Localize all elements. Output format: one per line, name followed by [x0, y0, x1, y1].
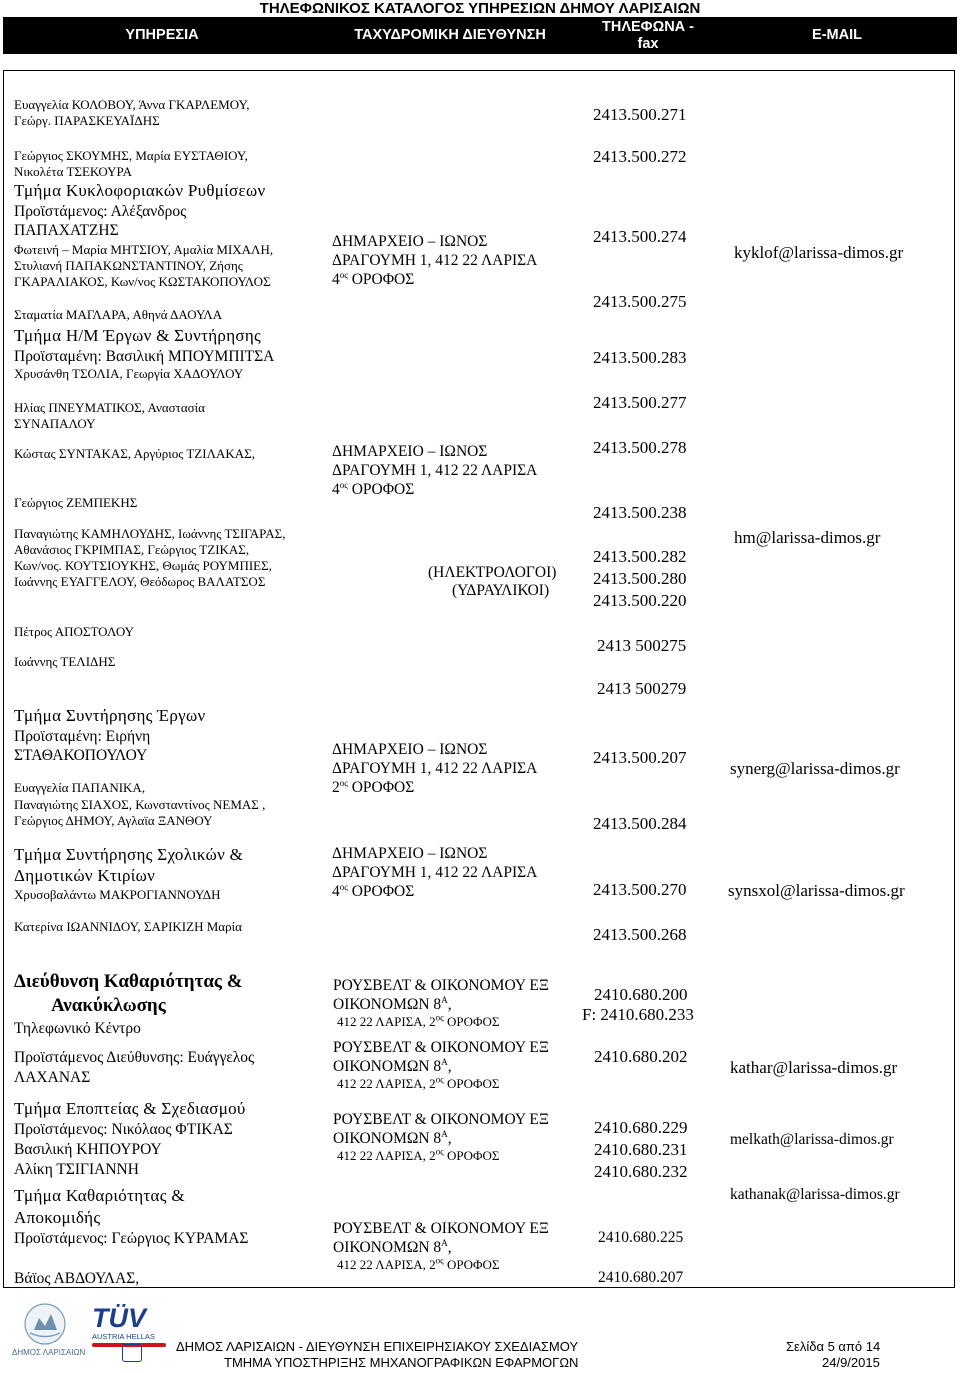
department-heading: Τμήμα Η/Μ Έργων & Συντήρησης [14, 326, 262, 345]
footer-department: ΔΗΜΟΣ ΛΑΡΙΣΑΙΩΝ - ΔΙΕΥΘΥΝΣΗ ΕΠΙΧΕΙΡΗΣΙΑΚΟΥ ΣΧΕΔΙΑΣΜΟΥ [176, 1339, 579, 1354]
tuv-logo-text: TÜV [92, 1303, 146, 1333]
phone-number: 2413 500275 [597, 636, 687, 655]
department-heading: Τμήμα Συντήρησης Σχολικών & [14, 845, 244, 864]
page-title: ΤΗΛΕΦΩΝΙΚΟΣ ΚΑΤΑΛΟΓΟΣ ΥΠΗΡΕΣΙΩΝ ΔΗΜΟΥ ΛΑΡΙΣΑΙΩΝ [259, 0, 701, 17]
address-line: 412 22 ΛΑΡΙΣΑ, $2^{o\varsigma}$ ΟΡΟΦΟΣ [337, 1255, 500, 1272]
address-line: ΡΟΥΣΒΕΛΤ & ΟΙΚΟΝΟΜΟΥ ΕΞ [333, 1111, 549, 1128]
staff-names: Σταματία ΜΑΓΛΑΡΑ, Αθηνά ΔΑΟΥΛΑ [14, 307, 223, 322]
staff-names: Χρυσάνθη ΤΣΟΛΙΑ, Γεωργία ΧΑΔΟΥΛΟΥ [14, 366, 244, 381]
staff-names: Βάϊος ΑΒΔΟΥΛΑΣ, [14, 1270, 140, 1287]
staff-names: Κατερίνα ΙΩΑΝΝΙΔΟΥ, ΣΑΡΙΚΙΖΗ Μαρία [14, 919, 242, 934]
directorate-heading: Διεύθυνση Καθαριότητας & [14, 971, 243, 992]
address-line: ΔΗΜΑΡΧΕΙΟ – ΙΩΝΟΣ [332, 845, 488, 862]
phone-number: 2413.500.282 [593, 547, 687, 566]
phone-number: 2413.500.207 [593, 748, 687, 767]
manager-name: ΠΑΠΑΧΑΤΖΗΣ [14, 222, 119, 239]
staff-names: Ευαγγελία ΚΟΛΟΒΟΥ, Άννα ΓΚΑΡΛΕΜΟΥ, [14, 97, 250, 112]
staff-names: Πέτρος ΑΠΟΣΤΟΛΟΥ [14, 624, 134, 639]
phone-number: 2413.500.271 [593, 105, 687, 124]
staff-names: Στυλιανή ΠΑΠΑΚΩΝΣΤΑΝΤΙΝΟΥ, Ζήσης [14, 258, 243, 273]
phone-number: 2413.500.220 [593, 591, 687, 610]
address-line: ΔΡΑΓΟΥΜΗ 1, 412 22 ΛΑΡΙΣΑ [332, 462, 538, 479]
footer-subdepartment: ΤΜΗΜΑ ΥΠΟΣΤΗΡΙΞΗΣ ΜΗΧΑΝΟΓΡΑΦΙΚΩΝ ΕΦΑΡΜΟΓΩΝ [224, 1355, 579, 1370]
department-heading: Τμήμα Συντήρησης Έργων [14, 706, 206, 725]
staff-names: Γεώργ. ΠΑΡΑΣΚΕΥΑΪΔΗΣ [14, 113, 160, 128]
staff-names: Παναγιώτης ΣΙΑΧΟΣ, Κωνσταντίνος ΝΕΜΑΣ , [14, 797, 266, 812]
staff-names: Νικολέτα ΤΣΕΚΟΥΡΑ [14, 164, 132, 179]
phone-number: 2410.680.231 [594, 1140, 688, 1159]
manager-name: Προϊστάμενος: Νικόλαος ΦΤΙΚΑΣ [14, 1121, 233, 1138]
address-line: ΡΟΥΣΒΕΛΤ & ΟΙΚΟΝΟΜΟΥ ΕΞ [333, 977, 549, 994]
manager-name: ΣΤΑΘΑΚΟΠΟΥΛΟΥ [14, 747, 148, 764]
phone-number: 2410.680.207 [598, 1269, 684, 1286]
tuv-logo-subtext: AUSTRIA HELLAS [92, 1332, 155, 1341]
phone-number: 2410.680.232 [594, 1162, 688, 1181]
phone-number: 2413.500.280 [593, 569, 687, 588]
staff-names: ΣΥΝΑΠΑΛΟΥ [14, 416, 96, 431]
switchboard-label: Τηλεφωνικό Κέντρο [14, 1020, 141, 1037]
dimos-logo-text: ΔΗΜΟΣ ΛΑΡΙΣΑΙΩΝ [12, 1348, 86, 1357]
manager-name: Προϊστάμενος: Γεώργιος ΚΥΡΑΜΑΣ [14, 1230, 249, 1247]
column-header-service: ΥΠΗΡΕΣΙΑ [125, 27, 199, 43]
department-heading: Αποκομιδής [14, 1208, 101, 1227]
address-line: ΔΗΜΑΡΧΕΙΟ – ΙΩΝΟΣ [332, 741, 488, 758]
fax-number: F: 2410.680.233 [582, 1005, 694, 1024]
staff-names: Γεώργιος ΔΗΜΟΥ, Αγλαϊα ΞΑΝΘΟΥ [14, 813, 213, 828]
address-line: ΡΟΥΣΒΕΛΤ & ΟΙΚΟΝΟΜΟΥ ΕΞ [333, 1220, 549, 1237]
address-floor: $4^{o\varsigma}$ ΟΡΟΦΟΣ [332, 269, 415, 288]
staff-names: ΓΚΑΡΑΛΙΑΚΟΣ, Κων/νος ΚΩΣΤΑΚΟΠΟΥΛΟΣ [14, 274, 271, 289]
staff-names: Κων/νος. ΚΟΥΤΣΙΟΥΚΗΣ, Θωμάς ΡΟΥΜΠΙΕΣ, [14, 558, 272, 573]
column-header-address: ΤΑΧΥΔΡΟΜΙΚΗ ΔΙΕΥΘΥΝΣΗ [354, 27, 546, 43]
phone-number: 2413.500.283 [593, 348, 687, 367]
phone-number: 2413.500.275 [593, 292, 687, 311]
tuv-logo-seal [122, 1344, 142, 1362]
staff-names: Ηλίας ΠΝΕΥΜΑΤΙΚΟΣ, Αναστασία [14, 400, 205, 415]
email-link[interactable]: hm@larissa-dimos.gr [734, 528, 881, 547]
phone-number: 2410.680.229 [594, 1118, 688, 1137]
phone-number: 2413.500.268 [593, 925, 687, 944]
department-heading: Τμήμα Εποπτείας & Σχεδιασμού [14, 1099, 246, 1118]
staff-names: Παναγιώτης ΚΑΜΗΛΟΥΔΗΣ, Ιωάννης ΤΣΙΓΑΡΑΣ, [14, 526, 286, 541]
column-header-bar [3, 17, 957, 54]
address-floor: $4^{o\varsigma}$ ΟΡΟΦΟΣ [332, 479, 415, 498]
phone-number: 2413.500.284 [593, 814, 687, 833]
phone-number: 2413.500.272 [593, 147, 687, 166]
address-line: ΔΡΑΓΟΥΜΗ 1, 412 22 ΛΑΡΙΣΑ [332, 252, 538, 269]
director-name: Προϊστάμενος Διεύθυνσης: Ευάγγελος [14, 1049, 255, 1066]
phone-number: 2410.680.200 [594, 985, 688, 1004]
staff-names: Ιωάννης ΤΕΛΙΔΗΣ [14, 654, 116, 669]
column-header-phone: ΤΗΛΕΦΩΝΑ - fax [602, 18, 694, 52]
phone-number: 2410.680.225 [598, 1229, 684, 1246]
footer-date: 24/9/2015 [822, 1355, 880, 1370]
phone-number: 2413.500.238 [593, 503, 687, 522]
address-floor: $4^{o\varsigma}$ ΟΡΟΦΟΣ [332, 881, 415, 900]
department-heading: Τμήμα Καθαριότητας & [14, 1186, 185, 1205]
address-line: 412 22 ΛΑΡΙΣΑ, $2^{o\varsigma}$ ΟΡΟΦΟΣ [337, 1012, 500, 1029]
staff-names: Κώστας ΣΥΝΤΑΚΑΣ, Αργύριος ΤΖΙΛΑΚΑΣ, [14, 446, 255, 461]
address-line: ΔΗΜΑΡΧΕΙΟ – ΙΩΝΟΣ [332, 233, 488, 250]
manager-name: Προϊστάμενος: Αλέξανδρος [14, 203, 187, 220]
staff-names: Αθανάσιος ΓΚΡΙΜΠΑΣ, Γεώργιος ΤΖΙΚΑΣ, [14, 542, 250, 557]
department-heading: Τμήμα Κυκλοφοριακών Ρυθμίσεων [14, 181, 266, 200]
address-line: ΔΡΑΓΟΥΜΗ 1, 412 22 ΛΑΡΙΣΑ [332, 760, 538, 777]
address-line: ΡΟΥΣΒΕΛΤ & ΟΙΚΟΝΟΜΟΥ ΕΞ [333, 1039, 549, 1056]
address-line: ΔΡΑΓΟΥΜΗ 1, 412 22 ΛΑΡΙΣΑ [332, 864, 538, 881]
tuv-logo [92, 1304, 170, 1362]
phone-number: 2413.500.270 [593, 880, 687, 899]
address-floor: $2^{o\varsigma}$ ΟΡΟΦΟΣ [332, 777, 415, 796]
address-line: ΟΙΚΟΝΟΜΩΝ $8^A$, [333, 1056, 452, 1075]
email-link[interactable]: kathar@larissa-dimos.gr [730, 1058, 898, 1077]
phone-number: 2410.680.202 [594, 1047, 688, 1066]
staff-names: Γεώργιος ΣΚΟΥΜΗΣ, Μαρία ΕΥΣΤΑΘΙΟΥ, [14, 148, 248, 163]
email-link[interactable]: synerg@larissa-dimos.gr [730, 759, 900, 778]
address-line: 412 22 ΛΑΡΙΣΑ, $2^{o\varsigma}$ ΟΡΟΦΟΣ [337, 1074, 500, 1091]
department-heading: Δημοτικών Κτιρίων [14, 866, 156, 885]
dimos-logo [12, 1300, 90, 1362]
address-line: 412 22 ΛΑΡΙΣΑ, $2^{o\varsigma}$ ΟΡΟΦΟΣ [337, 1146, 500, 1163]
directorate-heading: Ανακύκλωσης [51, 995, 166, 1016]
email-link[interactable]: synsxol@larissa-dimos.gr [728, 881, 905, 900]
address-note: (ΥΔΡΑΥΛΙΚΟΙ) [452, 582, 550, 599]
column-header-email: E-MAIL [812, 27, 862, 43]
manager-name: Προϊσταμένη: Βασιλική ΜΠΟΥΜΠΙΤΣΑ [14, 348, 275, 365]
address-line: ΔΗΜΑΡΧΕΙΟ – ΙΩΝΟΣ [332, 443, 488, 460]
phone-number: 2413.500.277 [593, 393, 687, 412]
manager-name: Προϊσταμένη: Ειρήνη [14, 728, 151, 745]
address-line: ΟΙΚΟΝΟΜΩΝ $8^A$, [333, 1237, 452, 1256]
staff-names: Αλίκη ΤΣΙΓΙΑΝΝΗ [14, 1161, 139, 1178]
staff-names: Βασιλική ΚΗΠΟΥΡΟΥ [14, 1141, 162, 1158]
staff-names: Χρυσοβαλάντω ΜΑΚΡΟΓΙΑΝΝΟΥΔΗ [14, 887, 221, 902]
email-link[interactable]: melkath@larissa-dimos.gr [730, 1131, 894, 1148]
staff-names: Φωτεινή – Μαρία ΜΗΤΣΙΟΥ, Αμαλία ΜΙΧΑΛΗ, [14, 242, 274, 257]
email-link[interactable]: kathanak@larissa-dimos.gr [730, 1186, 900, 1203]
email-link[interactable]: kyklof@larissa-dimos.gr [734, 243, 904, 262]
address-note: (ΗΛΕΚΤΡΟΛΟΓΟΙ) [428, 564, 557, 581]
director-name: ΛΑΧΑΝΑΣ [14, 1069, 91, 1086]
phone-number: 2413 500279 [597, 679, 687, 698]
page-number: Σελίδα 5 από 14 [786, 1339, 881, 1354]
phone-number: 2413.500.278 [593, 438, 687, 457]
address-line: ΟΙΚΟΝΟΜΩΝ $8^A$, [333, 994, 452, 1013]
address-line: ΟΙΚΟΝΟΜΩΝ $8^A$, [333, 1128, 452, 1147]
phone-number: 2413.500.274 [593, 227, 687, 246]
staff-names: Ιωάννης ΕΥΑΓΓΕΛΟΥ, Θεόδωρος ΒΑΛΑΤΣΟΣ [14, 574, 266, 589]
staff-names: Ευαγγελία ΠΑΠΑΝΙΚΑ, [14, 780, 146, 795]
staff-names: Γεώργιος ΖΕΜΠΕΚΗΣ [14, 495, 138, 510]
